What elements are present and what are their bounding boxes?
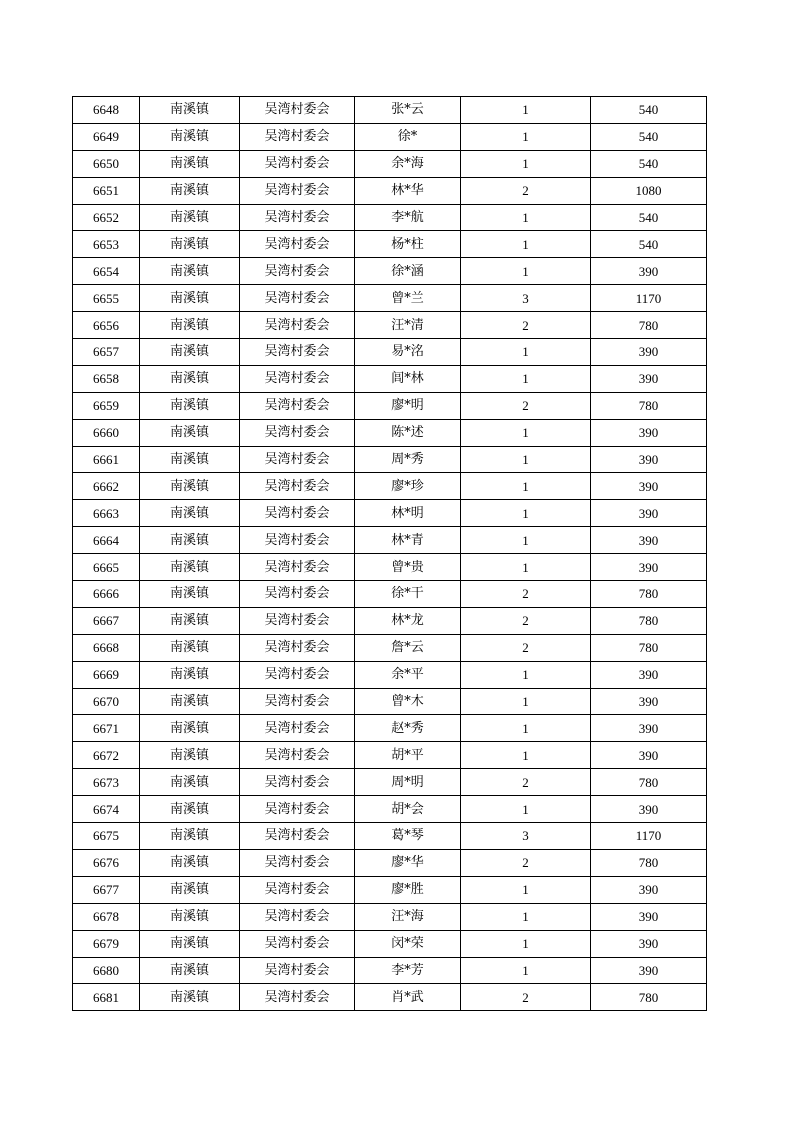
row-number-cell: 6667 [73, 607, 140, 634]
name-cell: 詹*云 [355, 634, 461, 661]
village-committee-cell: 吴湾村委会 [240, 446, 355, 473]
town-cell: 南溪镇 [140, 285, 240, 312]
row-number-cell: 6649 [73, 123, 140, 150]
row-number-cell: 6680 [73, 957, 140, 984]
table-row [73, 392, 707, 419]
name-cell: 闾*林 [355, 365, 461, 392]
table-row [73, 903, 707, 930]
count-cell: 2 [461, 769, 591, 796]
town-cell: 南溪镇 [140, 688, 240, 715]
town-cell: 南溪镇 [140, 365, 240, 392]
name-cell: 曾*贵 [355, 554, 461, 581]
amount-cell: 390 [591, 446, 707, 473]
name-cell: 陈*述 [355, 419, 461, 446]
village-committee-cell: 吴湾村委会 [240, 285, 355, 312]
town-cell: 南溪镇 [140, 930, 240, 957]
amount-cell: 780 [591, 634, 707, 661]
village-committee-cell: 吴湾村委会 [240, 930, 355, 957]
village-committee-cell: 吴湾村委会 [240, 258, 355, 285]
village-committee-cell: 吴湾村委会 [240, 742, 355, 769]
name-cell: 李*航 [355, 204, 461, 231]
amount-cell: 540 [591, 231, 707, 258]
town-cell: 南溪镇 [140, 903, 240, 930]
count-cell: 1 [461, 796, 591, 823]
amount-cell: 390 [591, 419, 707, 446]
name-cell: 廖*明 [355, 392, 461, 419]
amount-cell: 1170 [591, 285, 707, 312]
count-cell: 2 [461, 312, 591, 339]
name-cell: 林*华 [355, 177, 461, 204]
table-row [73, 769, 707, 796]
amount-cell: 390 [591, 500, 707, 527]
table-row [73, 984, 707, 1011]
amount-cell: 540 [591, 97, 707, 124]
amount-cell: 390 [591, 661, 707, 688]
table-row [73, 634, 707, 661]
amount-cell: 390 [591, 258, 707, 285]
village-committee-cell: 吴湾村委会 [240, 419, 355, 446]
name-cell: 易*洺 [355, 339, 461, 366]
row-number-cell: 6659 [73, 392, 140, 419]
name-cell: 葛*琴 [355, 823, 461, 850]
table-row [73, 177, 707, 204]
town-cell: 南溪镇 [140, 312, 240, 339]
town-cell: 南溪镇 [140, 446, 240, 473]
row-number-cell: 6681 [73, 984, 140, 1011]
table-row [73, 527, 707, 554]
table-row [73, 473, 707, 500]
amount-cell: 780 [591, 581, 707, 608]
count-cell: 3 [461, 823, 591, 850]
count-cell: 2 [461, 607, 591, 634]
name-cell: 张*云 [355, 97, 461, 124]
town-cell: 南溪镇 [140, 742, 240, 769]
table-row [73, 419, 707, 446]
name-cell: 汪*清 [355, 312, 461, 339]
village-committee-cell: 吴湾村委会 [240, 581, 355, 608]
count-cell: 1 [461, 742, 591, 769]
town-cell: 南溪镇 [140, 258, 240, 285]
table-row [73, 876, 707, 903]
row-number-cell: 6651 [73, 177, 140, 204]
town-cell: 南溪镇 [140, 984, 240, 1011]
amount-cell: 540 [591, 123, 707, 150]
town-cell: 南溪镇 [140, 849, 240, 876]
table-row [73, 500, 707, 527]
row-number-cell: 6655 [73, 285, 140, 312]
village-committee-cell: 吴湾村委会 [240, 957, 355, 984]
count-cell: 2 [461, 984, 591, 1011]
table-row [73, 796, 707, 823]
row-number-cell: 6670 [73, 688, 140, 715]
amount-cell: 780 [591, 607, 707, 634]
row-number-cell: 6652 [73, 204, 140, 231]
amount-cell: 390 [591, 527, 707, 554]
name-cell: 余*海 [355, 150, 461, 177]
village-committee-cell: 吴湾村委会 [240, 661, 355, 688]
amount-cell: 780 [591, 769, 707, 796]
village-committee-cell: 吴湾村委会 [240, 339, 355, 366]
town-cell: 南溪镇 [140, 97, 240, 124]
row-number-cell: 6677 [73, 876, 140, 903]
table-row [73, 742, 707, 769]
count-cell: 1 [461, 957, 591, 984]
village-committee-cell: 吴湾村委会 [240, 123, 355, 150]
amount-cell: 1080 [591, 177, 707, 204]
village-committee-cell: 吴湾村委会 [240, 177, 355, 204]
amount-cell: 780 [591, 984, 707, 1011]
name-cell: 徐*干 [355, 581, 461, 608]
count-cell: 2 [461, 581, 591, 608]
town-cell: 南溪镇 [140, 204, 240, 231]
row-number-cell: 6678 [73, 903, 140, 930]
table-row [73, 204, 707, 231]
amount-cell: 390 [591, 688, 707, 715]
table-row [73, 823, 707, 850]
count-cell: 3 [461, 285, 591, 312]
count-cell: 1 [461, 258, 591, 285]
table-row [73, 930, 707, 957]
table-row [73, 661, 707, 688]
row-number-cell: 6666 [73, 581, 140, 608]
amount-cell: 390 [591, 742, 707, 769]
count-cell: 1 [461, 903, 591, 930]
row-number-cell: 6653 [73, 231, 140, 258]
village-committee-cell: 吴湾村委会 [240, 796, 355, 823]
table-row [73, 446, 707, 473]
table-row [73, 715, 707, 742]
village-committee-cell: 吴湾村委会 [240, 849, 355, 876]
count-cell: 1 [461, 339, 591, 366]
table-row [73, 554, 707, 581]
name-cell: 周*明 [355, 769, 461, 796]
village-committee-cell: 吴湾村委会 [240, 527, 355, 554]
amount-cell: 780 [591, 312, 707, 339]
table-row [73, 581, 707, 608]
name-cell: 胡*平 [355, 742, 461, 769]
town-cell: 南溪镇 [140, 715, 240, 742]
town-cell: 南溪镇 [140, 607, 240, 634]
row-number-cell: 6675 [73, 823, 140, 850]
table-row [73, 339, 707, 366]
count-cell: 1 [461, 715, 591, 742]
village-committee-cell: 吴湾村委会 [240, 392, 355, 419]
count-cell: 1 [461, 365, 591, 392]
village-committee-cell: 吴湾村委会 [240, 231, 355, 258]
town-cell: 南溪镇 [140, 796, 240, 823]
town-cell: 南溪镇 [140, 661, 240, 688]
table-row [73, 150, 707, 177]
row-number-cell: 6657 [73, 339, 140, 366]
row-number-cell: 6674 [73, 796, 140, 823]
name-cell: 肖*武 [355, 984, 461, 1011]
town-cell: 南溪镇 [140, 177, 240, 204]
row-number-cell: 6660 [73, 419, 140, 446]
count-cell: 1 [461, 554, 591, 581]
table-row [73, 258, 707, 285]
row-number-cell: 6679 [73, 930, 140, 957]
row-number-cell: 6673 [73, 769, 140, 796]
table-row [73, 97, 707, 124]
town-cell: 南溪镇 [140, 473, 240, 500]
count-cell: 1 [461, 231, 591, 258]
name-cell: 徐* [355, 123, 461, 150]
table-row [73, 957, 707, 984]
table-row [73, 688, 707, 715]
table-row [73, 312, 707, 339]
amount-cell: 540 [591, 150, 707, 177]
name-cell: 廖*胜 [355, 876, 461, 903]
count-cell: 1 [461, 419, 591, 446]
count-cell: 1 [461, 500, 591, 527]
count-cell: 2 [461, 177, 591, 204]
row-number-cell: 6656 [73, 312, 140, 339]
town-cell: 南溪镇 [140, 419, 240, 446]
count-cell: 1 [461, 446, 591, 473]
town-cell: 南溪镇 [140, 392, 240, 419]
row-number-cell: 6663 [73, 500, 140, 527]
count-cell: 2 [461, 849, 591, 876]
amount-cell: 780 [591, 392, 707, 419]
town-cell: 南溪镇 [140, 769, 240, 796]
count-cell: 1 [461, 876, 591, 903]
table-row [73, 285, 707, 312]
name-cell: 林*明 [355, 500, 461, 527]
amount-cell: 780 [591, 849, 707, 876]
village-committee-cell: 吴湾村委会 [240, 715, 355, 742]
village-committee-cell: 吴湾村委会 [240, 97, 355, 124]
amount-cell: 390 [591, 903, 707, 930]
row-number-cell: 6648 [73, 97, 140, 124]
table-row [73, 607, 707, 634]
row-number-cell: 6664 [73, 527, 140, 554]
amount-cell: 390 [591, 957, 707, 984]
village-committee-cell: 吴湾村委会 [240, 204, 355, 231]
village-committee-cell: 吴湾村委会 [240, 688, 355, 715]
village-committee-cell: 吴湾村委会 [240, 823, 355, 850]
amount-cell: 390 [591, 796, 707, 823]
village-committee-cell: 吴湾村委会 [240, 500, 355, 527]
village-committee-cell: 吴湾村委会 [240, 634, 355, 661]
town-cell: 南溪镇 [140, 339, 240, 366]
village-committee-cell: 吴湾村委会 [240, 607, 355, 634]
village-committee-cell: 吴湾村委会 [240, 150, 355, 177]
count-cell: 1 [461, 661, 591, 688]
count-cell: 1 [461, 150, 591, 177]
town-cell: 南溪镇 [140, 150, 240, 177]
count-cell: 1 [461, 930, 591, 957]
row-number-cell: 6650 [73, 150, 140, 177]
table-row [73, 231, 707, 258]
count-cell: 1 [461, 473, 591, 500]
count-cell: 1 [461, 97, 591, 124]
village-committee-cell: 吴湾村委会 [240, 984, 355, 1011]
amount-cell: 390 [591, 339, 707, 366]
count-cell: 2 [461, 634, 591, 661]
name-cell: 闵*荣 [355, 930, 461, 957]
row-number-cell: 6665 [73, 554, 140, 581]
row-number-cell: 6654 [73, 258, 140, 285]
count-cell: 1 [461, 527, 591, 554]
row-number-cell: 6672 [73, 742, 140, 769]
town-cell: 南溪镇 [140, 823, 240, 850]
count-cell: 1 [461, 688, 591, 715]
table-row [73, 365, 707, 392]
village-committee-cell: 吴湾村委会 [240, 554, 355, 581]
town-cell: 南溪镇 [140, 876, 240, 903]
town-cell: 南溪镇 [140, 123, 240, 150]
row-number-cell: 6658 [73, 365, 140, 392]
town-cell: 南溪镇 [140, 527, 240, 554]
amount-cell: 390 [591, 365, 707, 392]
row-number-cell: 6662 [73, 473, 140, 500]
count-cell: 1 [461, 204, 591, 231]
town-cell: 南溪镇 [140, 581, 240, 608]
name-cell: 林*龙 [355, 607, 461, 634]
count-cell: 1 [461, 123, 591, 150]
name-cell: 曾*兰 [355, 285, 461, 312]
name-cell: 李*芳 [355, 957, 461, 984]
name-cell: 胡*会 [355, 796, 461, 823]
name-cell: 徐*涵 [355, 258, 461, 285]
town-cell: 南溪镇 [140, 554, 240, 581]
name-cell: 廖*华 [355, 849, 461, 876]
name-cell: 杨*柱 [355, 231, 461, 258]
name-cell: 余*平 [355, 661, 461, 688]
name-cell: 林*青 [355, 527, 461, 554]
table-row [73, 849, 707, 876]
village-committee-cell: 吴湾村委会 [240, 473, 355, 500]
name-cell: 曾*木 [355, 688, 461, 715]
name-cell: 汪*海 [355, 903, 461, 930]
name-cell: 廖*珍 [355, 473, 461, 500]
row-number-cell: 6676 [73, 849, 140, 876]
row-number-cell: 6669 [73, 661, 140, 688]
amount-cell: 1170 [591, 823, 707, 850]
amount-cell: 390 [591, 715, 707, 742]
town-cell: 南溪镇 [140, 634, 240, 661]
table-row [73, 123, 707, 150]
amount-cell: 390 [591, 554, 707, 581]
town-cell: 南溪镇 [140, 500, 240, 527]
village-committee-cell: 吴湾村委会 [240, 876, 355, 903]
village-committee-cell: 吴湾村委会 [240, 312, 355, 339]
data-table [72, 96, 707, 1011]
name-cell: 赵*秀 [355, 715, 461, 742]
amount-cell: 390 [591, 473, 707, 500]
town-cell: 南溪镇 [140, 231, 240, 258]
name-cell: 周*秀 [355, 446, 461, 473]
row-number-cell: 6671 [73, 715, 140, 742]
village-committee-cell: 吴湾村委会 [240, 365, 355, 392]
row-number-cell: 6661 [73, 446, 140, 473]
amount-cell: 390 [591, 876, 707, 903]
town-cell: 南溪镇 [140, 957, 240, 984]
amount-cell: 390 [591, 930, 707, 957]
amount-cell: 540 [591, 204, 707, 231]
row-number-cell: 6668 [73, 634, 140, 661]
village-committee-cell: 吴湾村委会 [240, 769, 355, 796]
table-body [73, 97, 707, 1011]
village-committee-cell: 吴湾村委会 [240, 903, 355, 930]
count-cell: 2 [461, 392, 591, 419]
